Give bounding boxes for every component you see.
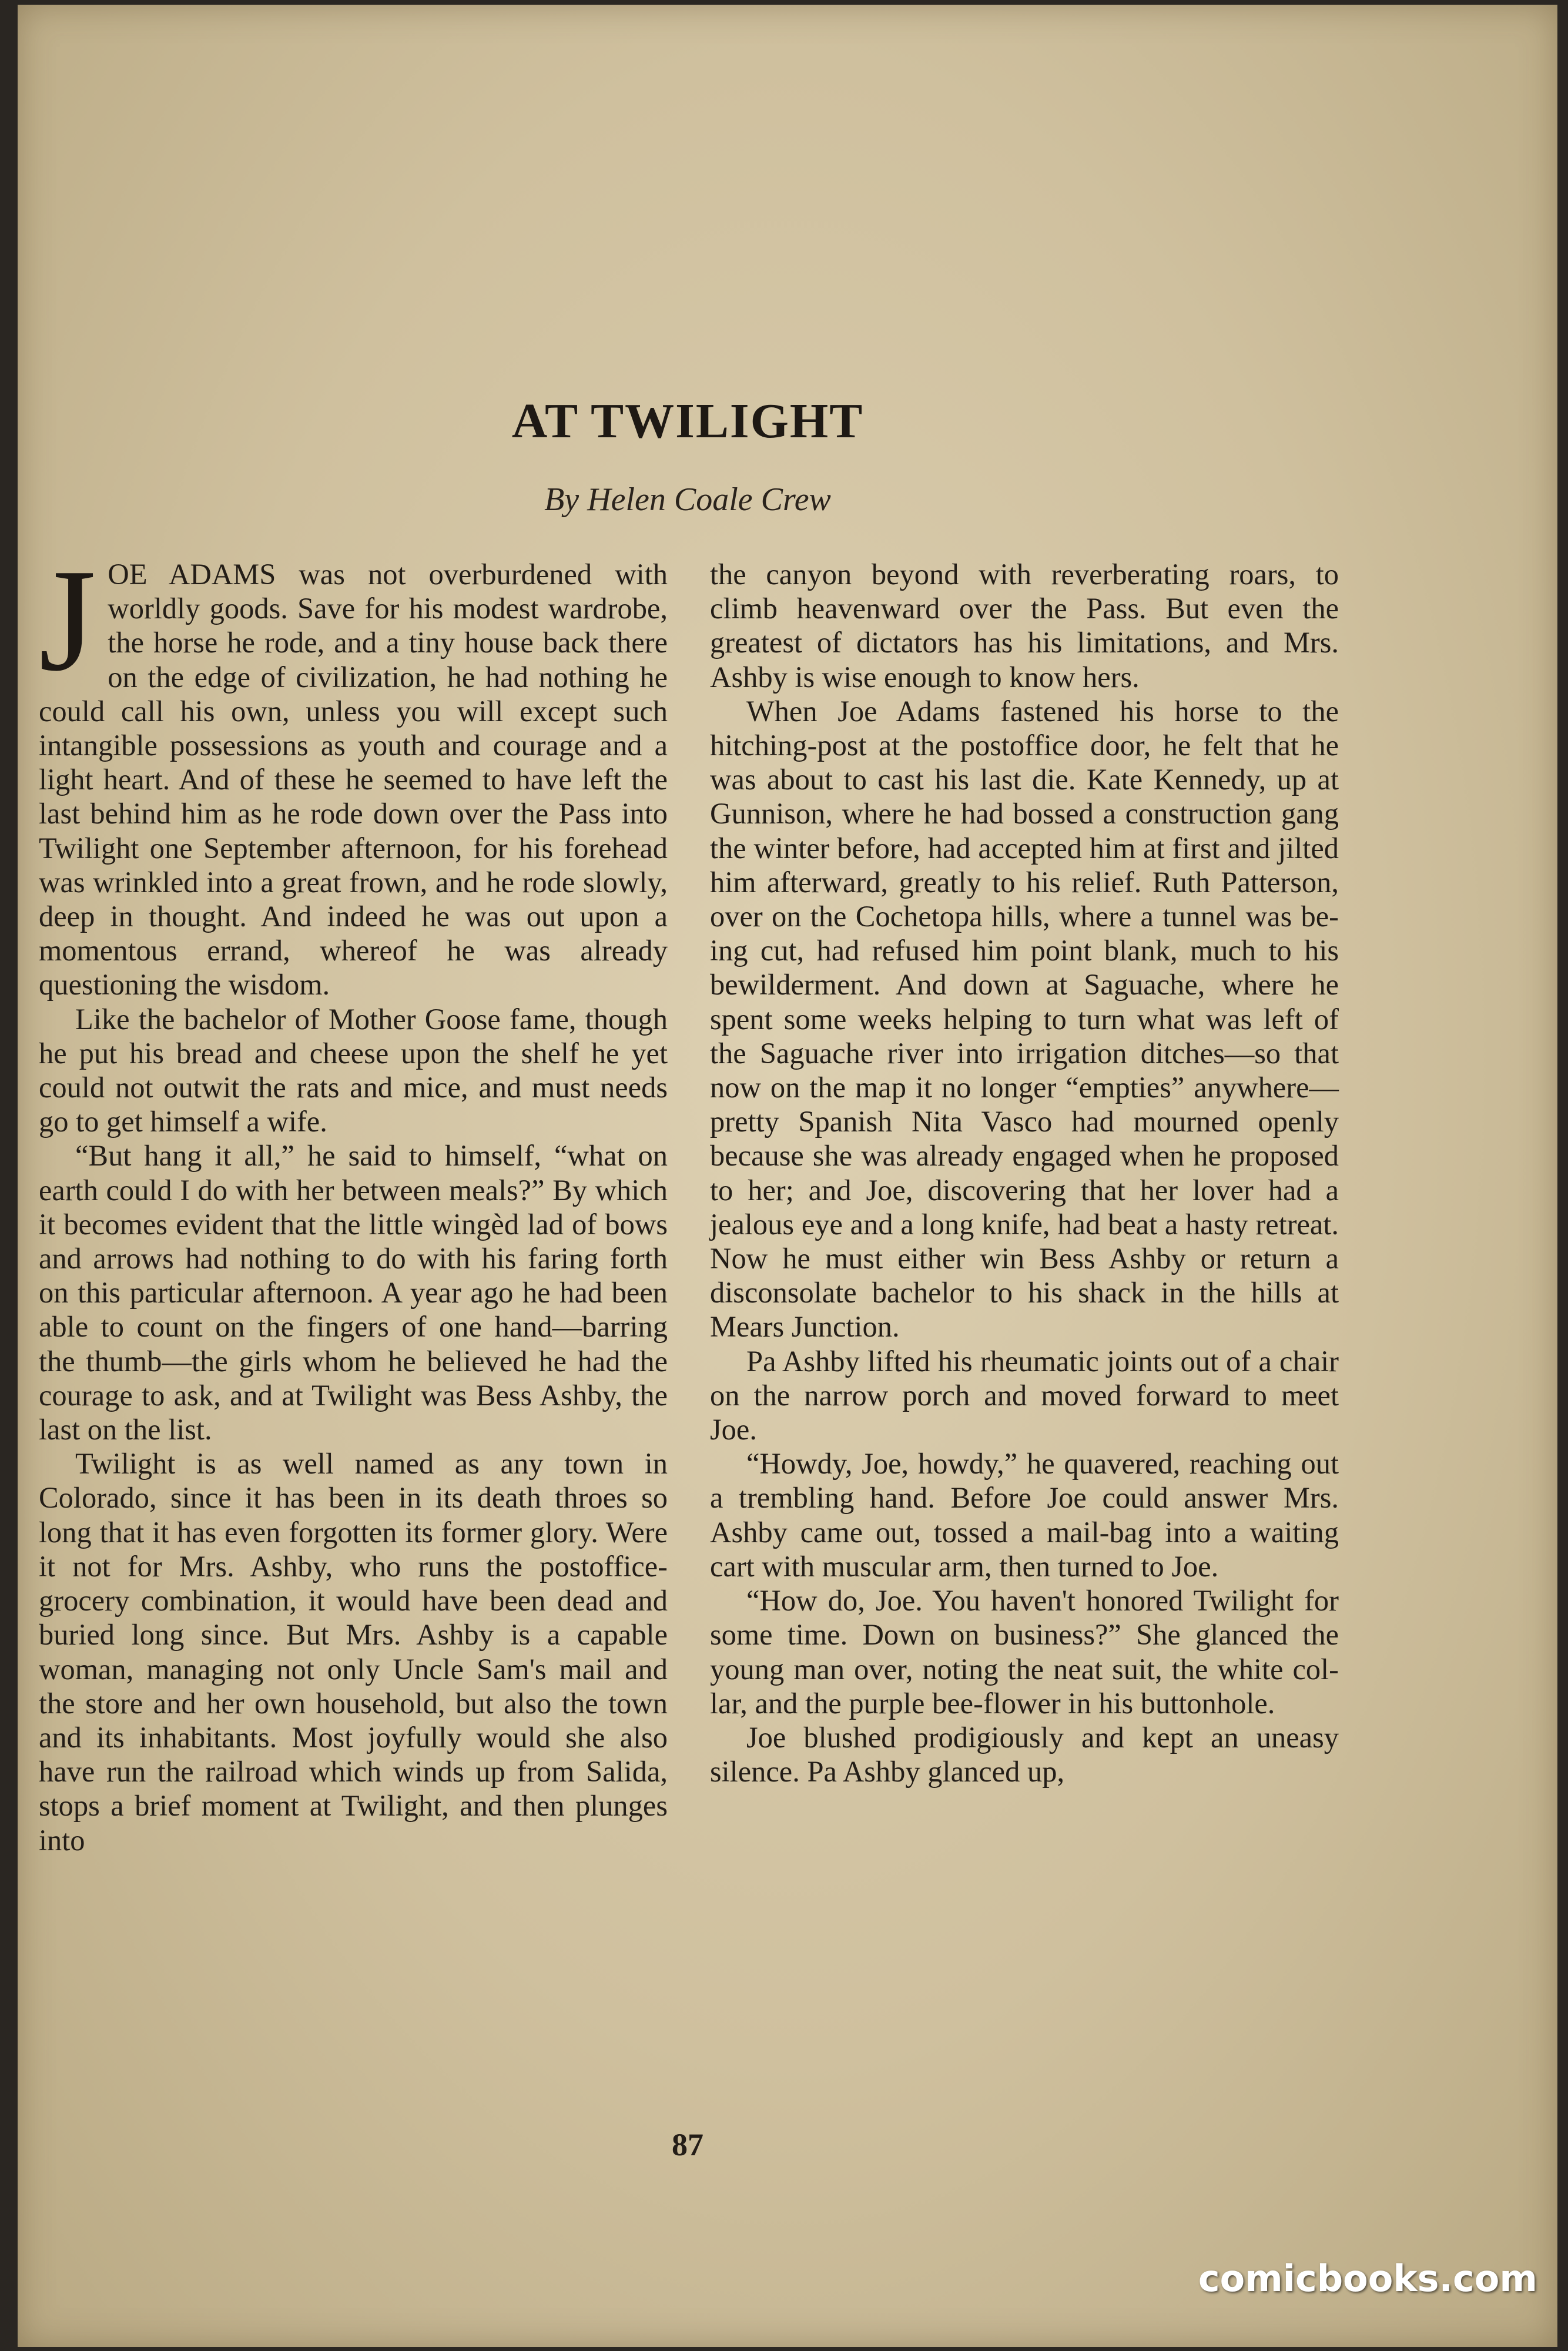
paragraph: Twilight is as well named as any town in Colorado, since it has been in its death throes so long that it has even forgotten its former glory. Were it not for Mrs. Ashby, who runs the postoffice-grocery combination, it would have been dead and buried long since. But Mrs. Ashby is a capable woman, managing not only Uncle Sam's mail and the store and her own household, but also the town and its inhabitants. Most joyfully would she also have run the railroad which winds up from Salida, stops a brief moment at Twilight, and then plunges into [39, 1447, 668, 1857]
text-column-right [710, 557, 1339, 2115]
paragraph: the canyon beyond with reverberating roars, to climb heavenward over the Pass. But even the greatest of dictators has his limitations, and Mrs. Ashby is wise enough to know hers. [710, 558, 1339, 694]
watermark: comicbooks.com [1198, 2257, 1537, 2300]
paragraph: Joe blushed prodigiously and kept an uneasy silence. Pa Ashby glanced up, [710, 1720, 1339, 1789]
paragraph: JOE ADAMS was not overburdened with worldly goods. Save for his modest wardrobe, the horse he rode, and a tiny house back there on the edge of civilization, he had nothing he could call his own, unless you will except such intangible possessions as youth and courage and a light heart. And of these he seemed to have left the last behind him as he rode down over the Pass into Twilight one September afternoon, for his forehead was wrinkled into a great frown, and he rode slowly, deep in thought. And indeed he was out upon a momentous errand, whereof he was already questioning the wisdom. [39, 539, 668, 1002]
paragraph: Pa Ashby lifted his rheumatic joints out of a chair on the narrow porch and moved forward to meet Joe. [710, 1344, 1339, 1446]
drop-cap: J [39, 539, 96, 702]
magazine-page [18, 5, 1557, 2347]
paragraph: “Howdy, Joe, howdy,” he quavered, reaching out a trembling hand. Before Joe could answer Mrs. Ashby came out, tossed a mail-bag into a waiting cart with muscular arm, then turned to Joe. [710, 1447, 1339, 1583]
page-number: 87 [672, 2127, 703, 2162]
byline: By Helen Coale Crew [544, 481, 831, 518]
paragraph: “But hang it all,” he said to himself, “what on earth could I do with her between meals?” By which it becomes evident that the little wingèd lad of bows and arrows had nothing to do with his faring forth on this particular afternoon. A year ago he had been able to count on the fingers of one hand—barring the thumb—the girls whom he believed he had the courage to ask, and at Twilight was Bess Ashby, the last on the list. [39, 1139, 668, 1446]
story-title: AT TWILIGHT [511, 394, 864, 448]
text-column-left [39, 539, 668, 2115]
paragraph: Like the bachelor of Mother Goose fame, though he put his bread and cheese upon the shelf he yet could not outwit the rats and mice, and must needs go to get himself a wife. [39, 1002, 668, 1138]
paragraph: When Joe Adams fastened his horse to the hitching-post at the postoffice door, he felt that he was about to cast his last die. Kate Kennedy, up at Gunnison, where he had bossed a construction gang the winter before, had accepted him at first and jilted him afterward, greatly to his relief. Ruth Patterson, over on the Cochetopa hills, where a tunnel was being cut, had refused him point blank, much to his bewilderment. And down at Saguache, where he spent some weeks helping to turn what was left of the Saguache river into irrigation ditches—so that now on the map it no longer “empties” anywhere—pretty Spanish Nita Vasco had mourned openly because she was already engaged when he proposed to her; and Joe, discovering that her lover had a jealous eye and a long knife, had beat a hasty retreat. Now he must either win Bess Ashby or return a disconsolate bachelor to his shack in the hills at Mears Junction. [710, 694, 1339, 1344]
paragraph: “How do, Joe. You haven't honored Twilight for some time. Down on business?” She glanced the young man over, noting the neat suit, the white collar, and the purple bee-flower in his buttonhole. [710, 1584, 1339, 1720]
